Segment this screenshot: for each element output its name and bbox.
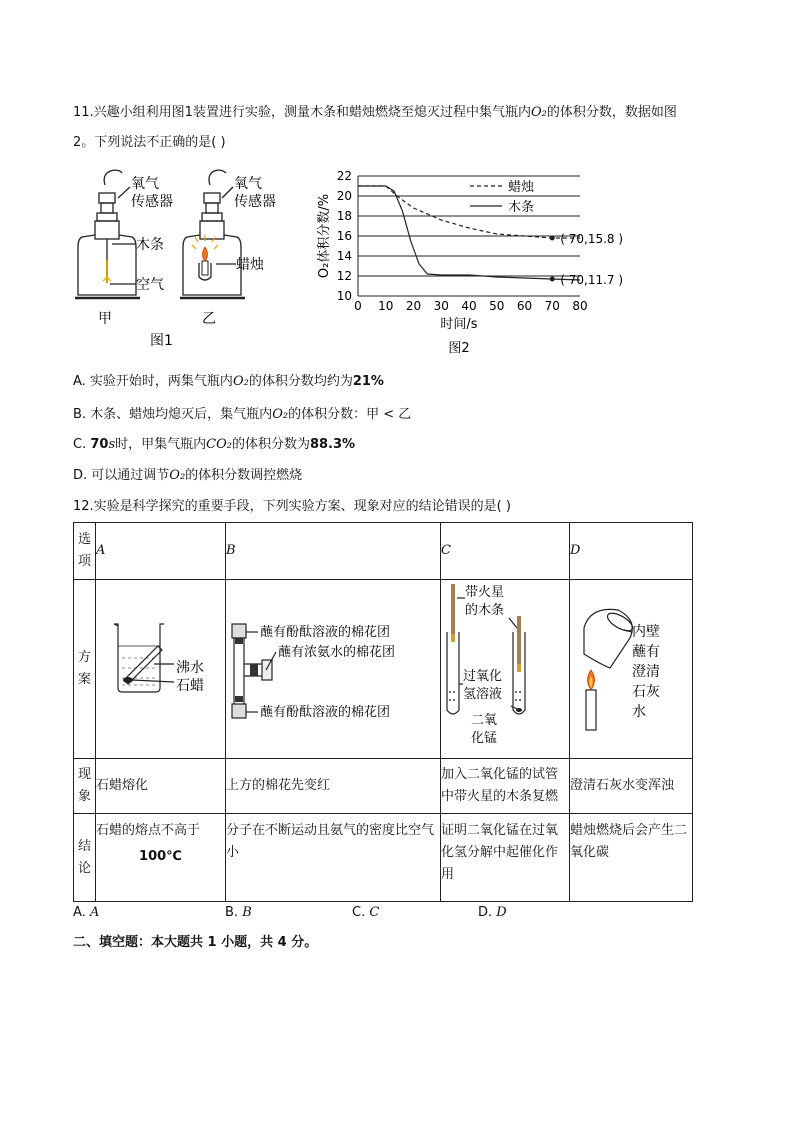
legend-label-1: 木条 <box>508 200 535 215</box>
phen-label: 现象 <box>74 759 96 814</box>
phen-a: 石蜡熔化 <box>96 759 226 814</box>
figure-2-chart <box>312 160 624 360</box>
header-c: C <box>441 523 570 580</box>
fig1-candle: 蜡烛 <box>236 257 264 273</box>
plan-d-text5: 水 <box>632 704 646 720</box>
plan-d-text4: 石灰 <box>632 684 660 700</box>
y-axis-label: O₂体积分数/% <box>317 193 332 279</box>
x-tick-label-5: 50 <box>489 299 505 313</box>
fig1-sensor-b: 氧气 <box>234 176 262 192</box>
x-tick-label-4: 40 <box>461 299 477 313</box>
figure-1 <box>70 165 300 350</box>
plan-d-text1: 内壁 <box>632 624 660 640</box>
plan-c-text2: 的木条 <box>465 603 505 618</box>
q11-stem-line1: 11.兴趣小组利用图1装置进行实验，测量木条和蜡烛燃烧至熄灭过程中集气瓶内O₂的体积分数，数据如图 <box>73 105 677 120</box>
q12-stem: 12.实验是科学探究的重要手段，下列实验方案、现象对应的结论错误的是( ) <box>73 499 511 514</box>
plan-b-text3: 蘸有酚酞溶液的棉花团 <box>260 705 391 720</box>
phen-b: 上方的棉花先变红 <box>226 759 441 814</box>
fig1-jar-a: 甲 <box>98 311 112 327</box>
y-tick-label-2: 14 <box>336 249 352 263</box>
header-d: D <box>570 523 693 580</box>
table-row-header <box>74 523 693 580</box>
concl-d: 蜡烛燃烧后会产生二氧化碳 <box>570 814 693 902</box>
x-tick-label-1: 10 <box>378 299 394 313</box>
q12-answer-a: A. A <box>73 905 100 920</box>
q12-answer-c: C. C <box>352 905 380 920</box>
q11-option-b: B. 木条、蜡烛均熄灭后，集气瓶内O₂的体积分数：甲 < 乙 <box>73 407 412 422</box>
q11-option-d: D. 可以通过调节O₂的体积分数调控燃烧 <box>73 468 303 483</box>
concl-a: 石蜡的熔点不高于 100℃ <box>96 814 226 902</box>
fig1-sensor-a2: 传感器 <box>131 194 173 210</box>
fig1-caption: 图1 <box>150 333 173 349</box>
plan-c <box>441 580 570 759</box>
plan-a-text1: 沸水 <box>176 660 204 676</box>
plan-d-text2: 蘸有 <box>632 644 660 660</box>
x-tick-label-6: 60 <box>516 299 533 313</box>
series-line-0 <box>358 186 580 238</box>
header-label: 选项 <box>74 523 96 580</box>
concl-c: 证明二氧化锰在过氧化氢分解中起催化作用 <box>441 814 570 902</box>
plan-c-text5: 二氧 <box>471 713 498 728</box>
plan-c-text1: 带火星 <box>465 585 505 600</box>
y-tick-label-3: 16 <box>336 229 352 243</box>
y-tick-label-4: 18 <box>336 209 352 223</box>
q11-option-c: C. 70s时，甲集气瓶内CO₂的体积分数为88.3% <box>73 437 356 452</box>
annotation-label-0: ( 70,15.8 ) <box>560 232 624 246</box>
y-tick-label-1: 12 <box>336 269 352 283</box>
plan-d <box>570 580 693 759</box>
plan-c-text6: 化锰 <box>471 731 498 746</box>
concl-label: 结论 <box>74 814 96 902</box>
annotation-label-1: ( 70,11.7 ) <box>560 273 624 287</box>
phen-c: 加入二氧化锰的试管中带火星的木条复燃 <box>441 759 570 814</box>
q12-table <box>73 522 693 902</box>
concl-b: 分子在不断运动且氨气的密度比空气小 <box>226 814 441 902</box>
phen-d: 澄清石灰水变浑浊 <box>570 759 693 814</box>
q11-stem-line2: 2。下列说法不正确的是( ) <box>73 135 226 150</box>
x-tick-label-2: 20 <box>405 299 422 313</box>
plan-d-text3: 澄清 <box>632 664 660 680</box>
fig1-jar-b: 乙 <box>202 311 216 327</box>
fig1-air: 空气 <box>136 277 164 293</box>
x-tick-label-7: 70 <box>544 299 560 313</box>
plan-b-text2: 蘸有浓氨水的棉花团 <box>278 645 396 660</box>
plan-c-text3: 过氧化 <box>463 669 503 684</box>
annotation-point-1 <box>550 277 555 282</box>
x-tick-label-3: 30 <box>433 299 449 313</box>
series-line-1 <box>358 186 580 280</box>
header-b: B <box>226 523 441 580</box>
fig1-sensor-a: 氧气 <box>131 176 159 192</box>
q12-answer-d: D. D <box>478 905 507 920</box>
plan-c-text4: 氢溶液 <box>463 687 503 702</box>
chart-caption: 图2 <box>448 341 470 356</box>
table-row-conclusion <box>74 814 693 902</box>
plan-b <box>226 580 441 759</box>
plan-a-text2: 石蜡 <box>176 678 204 694</box>
section-2-heading: 二、填空题：本大题共 1 小题，共 4 分。 <box>73 935 318 950</box>
legend-label-0: 蜡烛 <box>508 180 535 195</box>
x-tick-label-0: 0 <box>354 299 362 313</box>
y-tick-label-5: 20 <box>336 189 352 203</box>
fig1-wood: 木条 <box>136 237 164 253</box>
plan-a <box>96 580 226 759</box>
table-row-phenomena <box>74 759 693 814</box>
x-tick-label-8: 80 <box>572 299 588 313</box>
table-row-plan <box>74 580 693 759</box>
x-axis-label: 时间/s <box>440 317 478 332</box>
plan-label: 方案 <box>74 580 96 759</box>
y-tick-label-0: 10 <box>336 289 352 303</box>
q12-answer-b: B. B <box>225 905 252 920</box>
header-a: A <box>96 523 226 580</box>
annotation-point-0 <box>550 236 555 241</box>
q11-option-a: A. 实验开始时，两集气瓶内O₂的体积分数均约为21% <box>73 374 384 389</box>
plan-b-text1: 蘸有酚酞溶液的棉花团 <box>260 625 391 640</box>
y-tick-label-6: 22 <box>336 169 352 183</box>
fig1-sensor-b2: 传感器 <box>234 194 276 210</box>
